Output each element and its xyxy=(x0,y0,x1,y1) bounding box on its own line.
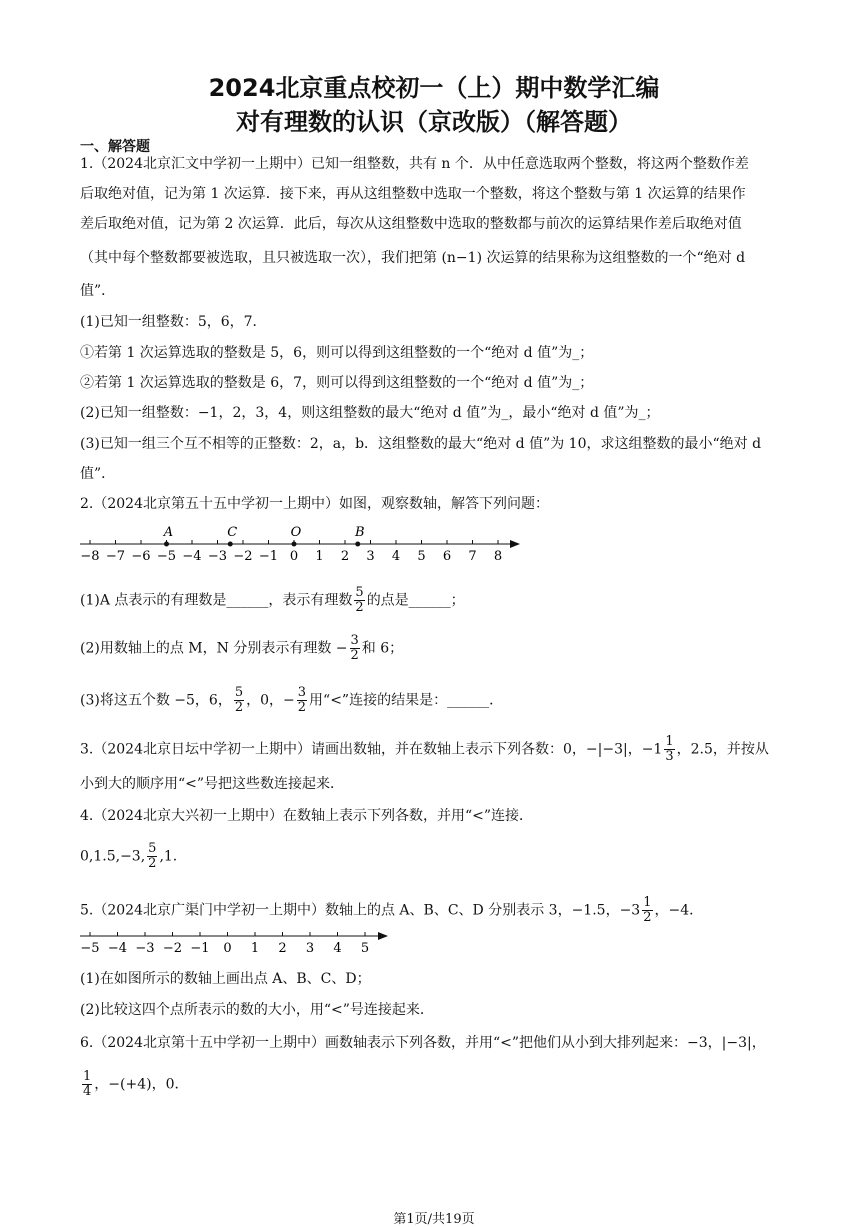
fraction-one-quarter xyxy=(82,1070,92,1099)
axis-arrow-icon xyxy=(510,540,520,548)
q3-line-1 xyxy=(80,735,795,764)
q5-part-2: (2)比较这四个点所表示的数的大小，用“<”号连接起来． xyxy=(80,1002,434,1018)
q1-line-1: 1.（2024北京汇文中学初一上期中）已知一组整数，共有 n 个．从中任意选取两个整数，将这两个整数作差 xyxy=(80,156,749,172)
q2-part-3-text-b: ，0，− xyxy=(246,692,295,709)
axis-tick-label: −3 xyxy=(135,941,155,956)
q5-line-1 xyxy=(80,896,795,925)
numerator: 5 xyxy=(355,585,364,600)
q2-part-2-text-a: (2)用数轴上的点 M，N 分别表示有理数 − xyxy=(80,640,348,657)
q2-part-3 xyxy=(80,686,795,715)
numerator: 5 xyxy=(234,685,244,700)
q3-line-1-text-b: ，2.5，并按从 xyxy=(676,741,769,758)
axis-tick-label: −2 xyxy=(233,549,253,564)
q2-line-1: 2.（2024北京第五十五中学初一上期中）如图，观察数轴，解答下列问题： xyxy=(80,496,549,512)
numerator: 3 xyxy=(350,633,359,648)
numerator: 1 xyxy=(643,895,652,910)
q1-line-10: (3)已知一组三个互不相等的正整数：2，a，b．这组整数的最大“绝对 d 值”为 10，求这组整数的最小“绝对 d xyxy=(80,436,762,452)
q6-line-2 xyxy=(80,1070,795,1099)
axis-tick-label: 2 xyxy=(278,941,287,956)
fraction-three-halves xyxy=(297,686,307,715)
axis-tick-label: 1 xyxy=(315,549,324,564)
axis-tick-label: 8 xyxy=(493,549,503,564)
q2-part-2-text-b: 和 6； xyxy=(361,640,404,657)
q3-line-2: 小到大的顺序用“<”号把这些数连接起来． xyxy=(80,776,345,792)
axis-tick-label: −7 xyxy=(105,549,126,564)
q2-part-3-text-c: 用“<”连接的结果是：______． xyxy=(309,692,504,709)
q1-line-7: ①若第 1 次运算选取的整数是 5，6，则可以得到这组整数的一个“绝对 d 值”为_； xyxy=(80,345,594,361)
page-title-line1: 2024北京重点校初一（上）期中数学汇编 xyxy=(208,74,660,102)
axis-tick-label: 4 xyxy=(391,549,401,564)
fraction-one-third xyxy=(664,735,674,764)
fraction-three-halves xyxy=(350,634,360,663)
q1-line-4: （其中每个整数都要被选取，且只被选取一次），我们把第 (n−1) 次运算的结果称为这组整数的一个“绝对 d xyxy=(80,250,746,266)
numerator: 3 xyxy=(297,685,307,700)
q2-part-2 xyxy=(80,634,795,663)
axis-tick-label: 0 xyxy=(289,549,299,564)
q5-part-1: (1)在如图所示的数轴上画出点 A、B、C、D； xyxy=(80,971,371,987)
denominator: 2 xyxy=(350,648,359,663)
fraction-one-half xyxy=(642,896,652,925)
q4-line-2 xyxy=(80,842,795,871)
axis-point-label: A xyxy=(163,525,174,540)
axis-point-label: O xyxy=(290,525,302,540)
axis-point xyxy=(355,542,360,547)
axis-tick-label: 3 xyxy=(366,549,375,564)
q2-part-1 xyxy=(80,586,795,615)
q2-part-1-text-a: (1)A 点表示的有理数是______，表示有理数 xyxy=(80,592,353,609)
denominator: 2 xyxy=(297,700,307,715)
q2-number-line xyxy=(76,520,526,564)
fraction-five-halves xyxy=(147,842,157,871)
axis-tick-label: −5 xyxy=(80,941,100,956)
numerator: 5 xyxy=(148,841,157,856)
axis-point-label: B xyxy=(354,525,365,540)
page-title-line2: 对有理数的认识（京改版）（解答题） xyxy=(236,108,632,136)
section-title: 一、解答题 xyxy=(80,139,150,155)
page-footer: 第1页/共19页 xyxy=(393,1212,475,1227)
q4-line-2-text-b: ,1. xyxy=(159,848,178,865)
q5-line-1-text-a: 5.（2024北京广渠门中学初一上期中）数轴上的点 A、B、C、D 分别表示 3，−1.5，−3 xyxy=(80,902,641,919)
axis-tick-label: −4 xyxy=(107,941,128,956)
q3-line-1-text-a: 3.（2024北京日坛中学初一上期中）请画出数轴，并在数轴上表示下列各数：0，−|−3|，−1 xyxy=(80,741,663,758)
q5-number-line xyxy=(76,926,396,962)
axis-tick-label: 5 xyxy=(417,549,426,564)
fraction-five-halves xyxy=(234,686,244,715)
q2-part-3-text-a: (3)将这五个数 −5，6， xyxy=(80,692,232,709)
q1-line-11: 值”． xyxy=(80,466,116,482)
axis-tick-label: −2 xyxy=(162,941,183,956)
q4-line-1: 4.（2024北京大兴初一上期中）在数轴上表示下列各数，并用“<”连接． xyxy=(80,808,534,824)
q1-line-6: (1)已知一组整数：5，6，7． xyxy=(80,314,267,330)
q2-part-1-text-b: 的点是______； xyxy=(366,592,465,609)
denominator: 2 xyxy=(643,910,652,925)
numerator: 1 xyxy=(665,734,674,749)
q4-line-2-text-a: 0,1.5,−3, xyxy=(80,848,146,865)
axis-tick-label: 0 xyxy=(223,941,232,956)
axis-tick-label: 3 xyxy=(305,941,315,956)
axis-tick-label: 1 xyxy=(250,941,260,956)
q6-line-1: 6.（2024北京第十五中学初一上期中）画数轴表示下列各数，并用“<”把他们从小到大排列起来：−3，|−3|， xyxy=(80,1035,766,1051)
axis-tick-label: −6 xyxy=(131,549,151,564)
q1-line-9: (2)已知一组整数：−1，2，3，4，则这组整数的最大“绝对 d 值”为_，最小“绝对 d 值”为_； xyxy=(80,405,660,421)
axis-tick-label: 2 xyxy=(340,549,350,564)
denominator: 3 xyxy=(665,749,674,764)
q1-line-8: ②若第 1 次运算选取的整数是 6，7，则可以得到这组整数的一个“绝对 d 值”为_； xyxy=(80,375,594,391)
axis-point-label: C xyxy=(227,525,238,540)
axis-point xyxy=(228,542,233,547)
axis-tick-label: −4 xyxy=(182,549,202,564)
numerator: 1 xyxy=(83,1069,92,1084)
q1-line-3: 差后取绝对值，记为第 2 次运算．此后，每次从这组整数中选取的整数都与前次的运算结果作差后取绝对值 xyxy=(80,216,742,232)
fraction-five-halves xyxy=(354,586,364,615)
axis-tick-label: 4 xyxy=(333,941,342,956)
axis-tick-label: −8 xyxy=(80,549,100,564)
axis-tick-label: −3 xyxy=(207,549,228,564)
axis-tick-label: 7 xyxy=(468,549,477,564)
axis-tick-label: 5 xyxy=(360,941,370,956)
q6-line-2-text-b: ，−(+4)，0． xyxy=(94,1076,189,1093)
denominator: 2 xyxy=(148,856,157,871)
q1-line-2: 后取绝对值，记为第 1 次运算．接下来，再从这组整数中选取一个整数，将这个整数与第 1 次运算的结果作 xyxy=(80,186,746,202)
axis-tick-label: −1 xyxy=(190,941,210,956)
denominator: 2 xyxy=(355,600,364,615)
axis-tick-label: −1 xyxy=(258,549,279,564)
axis-point xyxy=(292,542,297,547)
q1-line-5: 值”． xyxy=(80,283,116,299)
axis-tick-label: −5 xyxy=(156,549,177,564)
denominator: 4 xyxy=(83,1084,92,1099)
axis-point xyxy=(164,542,169,547)
q5-line-1-text-b: ，−4． xyxy=(654,902,704,919)
axis-arrow-icon xyxy=(378,932,388,940)
axis-tick-label: 6 xyxy=(442,549,452,564)
denominator: 2 xyxy=(234,700,244,715)
